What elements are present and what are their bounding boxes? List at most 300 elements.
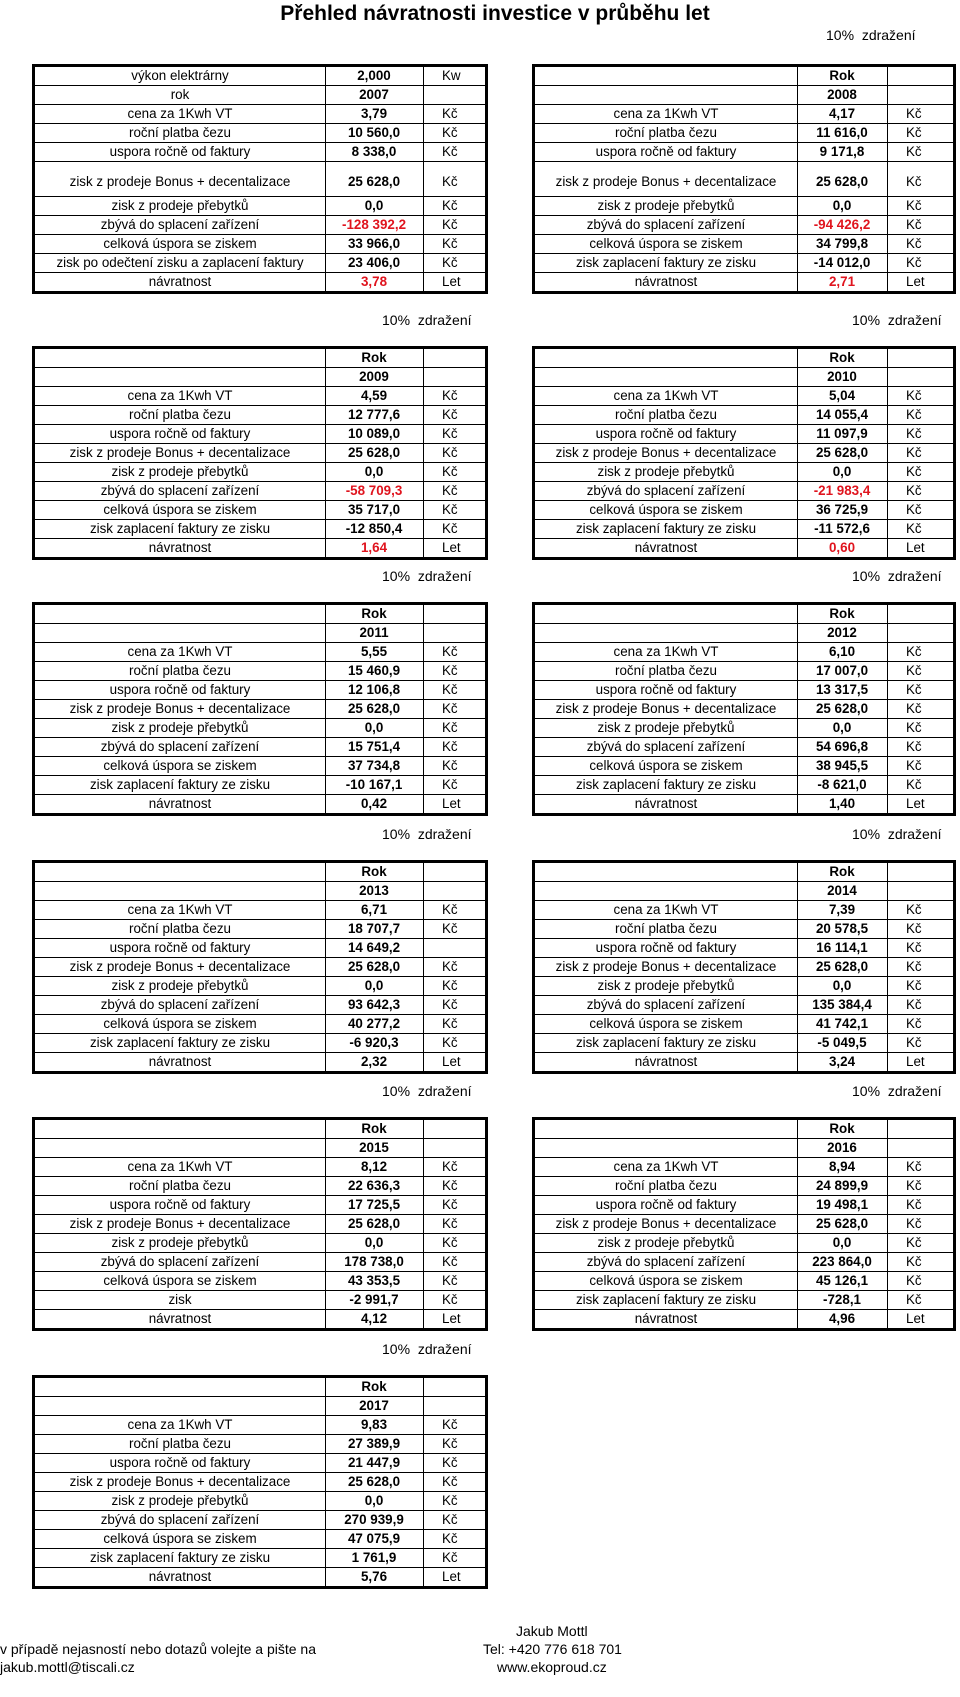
row-value: 5,55 <box>360 644 388 659</box>
row-unit: Kč <box>442 464 458 479</box>
table-row <box>535 1272 953 1291</box>
increase-note: 10% zdražení <box>852 826 942 842</box>
row-label: zisk zaplacení faktury ze zisku <box>575 777 757 792</box>
row-label: návratnost <box>634 540 698 555</box>
row-unit: Kč <box>906 1035 922 1050</box>
row-value: 25 628,0 <box>347 445 401 460</box>
row-value: 2009 <box>359 369 389 384</box>
row-label: zisk zaplacení faktury ze zisku <box>89 1035 271 1050</box>
row-label: roční platba čezu <box>615 1178 717 1193</box>
table-row <box>535 920 953 939</box>
row-value: -58 709,3 <box>345 483 403 498</box>
contact-email[interactable]: jakub.mottl@tiscali.cz <box>0 1659 135 1675</box>
row-value: 7,39 <box>828 902 856 917</box>
row-value: 25 628,0 <box>347 1474 401 1489</box>
row-label: cena za 1Kwh VT <box>127 902 233 917</box>
table-row <box>35 920 485 939</box>
row-label: výkon elektrárny <box>131 68 229 83</box>
row-value: 2011 <box>359 625 389 640</box>
table-row <box>35 482 485 501</box>
row-unit: Kč <box>906 483 922 498</box>
row-value: Rok <box>829 350 855 365</box>
row-value: -12 850,4 <box>345 521 403 536</box>
table-row <box>535 1177 953 1196</box>
row-value: 270 939,9 <box>344 1512 404 1527</box>
row-value: 41 742,1 <box>815 1016 869 1031</box>
table-row <box>35 1120 485 1139</box>
table-row <box>35 197 485 216</box>
row-unit: Kč <box>442 1455 458 1470</box>
table-row <box>535 643 953 662</box>
row-value: -10 167,1 <box>345 777 403 792</box>
row-label: uspora ročně od faktury <box>595 426 737 441</box>
increase-note: 10% zdražení <box>852 312 942 328</box>
table-row <box>535 605 953 624</box>
table-row <box>35 1177 485 1196</box>
row-value: 27 389,9 <box>347 1436 401 1451</box>
row-value: 43 353,5 <box>347 1273 401 1288</box>
table-row <box>35 1378 485 1397</box>
row-unit: Kč <box>906 1273 922 1288</box>
table-row <box>535 1034 953 1053</box>
row-unit: Let <box>906 274 925 289</box>
row-unit: Kč <box>442 255 458 270</box>
row-value: Rok <box>361 606 387 621</box>
row-unit: Let <box>442 1569 461 1584</box>
table-row <box>35 996 485 1015</box>
row-unit: Kč <box>906 739 922 754</box>
row-unit: Kč <box>442 198 458 213</box>
row-value: -94 426,2 <box>813 217 871 232</box>
table-row <box>35 1435 485 1454</box>
row-value: -21 983,4 <box>813 483 871 498</box>
table-row <box>535 425 953 444</box>
row-unit: Kč <box>442 978 458 993</box>
row-value: Rok <box>829 68 855 83</box>
table-row <box>535 539 953 557</box>
table-row <box>535 444 953 463</box>
row-unit: Kč <box>442 1531 458 1546</box>
row-label: zbývá do splacení zařízení <box>100 217 260 232</box>
table-row <box>35 1530 485 1549</box>
row-value: 1,64 <box>360 540 388 555</box>
row-value: 0,60 <box>828 540 856 555</box>
row-unit: Kč <box>442 502 458 517</box>
table-row <box>35 1215 485 1234</box>
row-value: 2012 <box>827 625 857 640</box>
row-label: cena za 1Kwh VT <box>127 644 233 659</box>
row-unit: Kč <box>442 125 458 140</box>
table-row <box>535 254 953 273</box>
row-value: -8 621,0 <box>817 777 867 792</box>
row-unit: Kč <box>906 407 922 422</box>
table-row <box>35 105 485 124</box>
row-unit: Kč <box>442 1178 458 1193</box>
row-label: zisk z prodeje přebytků <box>597 464 735 479</box>
row-label: zbývá do splacení zařízení <box>100 483 260 498</box>
row-value: 2,000 <box>357 68 391 83</box>
row-value: 0,0 <box>832 978 852 993</box>
row-unit: Kč <box>442 1292 458 1307</box>
row-value: 2007 <box>359 87 389 102</box>
row-label: zisk z prodeje přebytků <box>597 198 735 213</box>
row-label: zisk z prodeje Bonus + decentalizace <box>555 959 777 974</box>
row-label: cena za 1Kwh VT <box>613 106 719 121</box>
table-row <box>35 757 485 776</box>
row-value: 17 007,0 <box>815 663 869 678</box>
row-unit: Kč <box>906 701 922 716</box>
table-row <box>535 162 953 197</box>
row-label: zisk z prodeje Bonus + decentalizace <box>555 701 777 716</box>
row-value: 0,0 <box>832 198 852 213</box>
table-row <box>35 539 485 557</box>
row-value: Rok <box>829 1121 855 1136</box>
row-unit: Kč <box>442 1474 458 1489</box>
row-unit: Kč <box>442 1550 458 1565</box>
row-label: zbývá do splacení zařízení <box>100 1512 260 1527</box>
table-row <box>535 273 953 291</box>
row-value: 37 734,8 <box>347 758 401 773</box>
row-unit: Kč <box>442 902 458 917</box>
row-value: 25 628,0 <box>347 701 401 716</box>
row-label: zisk z prodeje Bonus + decentalizace <box>69 445 291 460</box>
row-value: 4,17 <box>828 106 856 121</box>
table-row <box>535 235 953 254</box>
row-value: 14 055,4 <box>815 407 869 422</box>
table-row <box>535 1291 953 1310</box>
row-label: návratnost <box>634 274 698 289</box>
row-label: návratnost <box>148 796 212 811</box>
row-label: zbývá do splacení zařízení <box>100 739 260 754</box>
increase-note: 10% zdražení <box>852 1083 942 1099</box>
row-label: zisk z prodeje Bonus + decentalizace <box>555 1216 777 1231</box>
row-unit: Kč <box>442 1035 458 1050</box>
row-label: zisk zaplacení faktury ze zisku <box>575 1035 757 1050</box>
table-row <box>35 387 485 406</box>
row-unit: Kč <box>906 978 922 993</box>
table-row <box>35 235 485 254</box>
row-label: zisk z prodeje přebytků <box>111 198 249 213</box>
row-unit: Kč <box>442 739 458 754</box>
table-row <box>35 520 485 539</box>
table-row <box>535 1196 953 1215</box>
row-label: uspora ročně od faktury <box>109 940 251 955</box>
table-row <box>535 1215 953 1234</box>
row-unit: Kč <box>442 1436 458 1451</box>
row-label: celková úspora se ziskem <box>103 1273 257 1288</box>
row-unit: Kč <box>906 236 922 251</box>
row-label: zisk z prodeje přebytků <box>111 1493 249 1508</box>
row-value: Rok <box>361 864 387 879</box>
row-value: -11 572,6 <box>814 521 870 536</box>
row-value: 6,10 <box>828 644 856 659</box>
row-unit: Kč <box>442 1216 458 1231</box>
row-unit: Kč <box>442 144 458 159</box>
row-unit: Kč <box>442 407 458 422</box>
row-label: zisk z prodeje Bonus + decentalizace <box>69 174 291 189</box>
row-label: zisk z prodeje Bonus + decentalizace <box>69 959 291 974</box>
row-value: 0,0 <box>364 1493 384 1508</box>
row-label: zisk z prodeje přebytků <box>597 978 735 993</box>
row-label: cena za 1Kwh VT <box>613 1159 719 1174</box>
table-row <box>535 776 953 795</box>
increase-note: 10% zdražení <box>382 1083 472 1099</box>
row-value: 2008 <box>827 87 857 102</box>
table-row <box>535 1310 953 1328</box>
row-unit: Kč <box>442 521 458 536</box>
row-value: 10 089,0 <box>347 426 401 441</box>
row-label: uspora ročně od faktury <box>595 682 737 697</box>
table-row <box>535 1158 953 1177</box>
table-row <box>35 643 485 662</box>
row-value: 0,0 <box>364 198 384 213</box>
table-row <box>535 1253 953 1272</box>
row-value: 25 628,0 <box>347 959 401 974</box>
row-value: 135 384,4 <box>812 997 872 1012</box>
table-row <box>535 681 953 700</box>
row-label: návratnost <box>148 274 212 289</box>
row-label: návratnost <box>634 1311 698 1326</box>
row-value: 40 277,2 <box>347 1016 401 1031</box>
row-label: zisk z prodeje přebytků <box>111 464 249 479</box>
row-unit: Kč <box>906 106 922 121</box>
row-value: 2016 <box>827 1140 857 1155</box>
row-value: 2017 <box>359 1398 389 1413</box>
row-label: zbývá do splacení zařízení <box>100 1254 260 1269</box>
table-row <box>35 776 485 795</box>
row-value: -128 392,2 <box>341 217 407 232</box>
row-unit: Kč <box>442 1197 458 1212</box>
row-value: 21 447,9 <box>347 1455 401 1470</box>
row-value: 4,96 <box>828 1311 856 1326</box>
row-value: 12 777,6 <box>347 407 401 422</box>
row-label: roční platba čezu <box>615 921 717 936</box>
row-value: -2 991,7 <box>349 1292 399 1307</box>
row-unit: Let <box>442 1311 461 1326</box>
row-label: zisk z prodeje přebytků <box>111 978 249 993</box>
row-unit: Kč <box>442 682 458 697</box>
row-value: 16 114,1 <box>816 940 868 955</box>
row-label: roční platba čezu <box>615 125 717 140</box>
table-row <box>35 463 485 482</box>
row-label: zbývá do splacení zařízení <box>100 997 260 1012</box>
row-label: rok <box>170 87 190 102</box>
table-row <box>535 143 953 162</box>
table-row <box>535 387 953 406</box>
table-row <box>35 605 485 624</box>
row-value: 1,40 <box>828 796 856 811</box>
table-row <box>535 1015 953 1034</box>
row-value: 2014 <box>827 883 857 898</box>
table-row <box>535 757 953 776</box>
row-label: cena za 1Kwh VT <box>613 902 719 917</box>
row-label: zisk zaplacení faktury ze zisku <box>89 521 271 536</box>
row-label: zisk z prodeje přebytků <box>111 1235 249 1250</box>
row-unit: Kč <box>906 921 922 936</box>
row-value: -14 012,0 <box>813 255 871 270</box>
table-row <box>35 1416 485 1435</box>
page-title: Přehled návratnosti investice v průběhu let <box>280 2 710 25</box>
row-unit: Kč <box>906 1197 922 1212</box>
row-unit: Kč <box>442 445 458 460</box>
table-row <box>35 795 485 813</box>
row-value: 25 628,0 <box>347 174 401 189</box>
row-label: cena za 1Kwh VT <box>127 388 233 403</box>
row-value: 36 725,9 <box>815 502 869 517</box>
row-unit: Kč <box>906 388 922 403</box>
row-label: zisk z prodeje Bonus + decentalizace <box>555 445 777 460</box>
row-label: zisk z prodeje Bonus + decentalizace <box>69 701 291 716</box>
row-unit: Let <box>442 540 461 555</box>
row-unit: Kč <box>906 125 922 140</box>
row-label: cena za 1Kwh VT <box>127 1159 233 1174</box>
row-unit: Kč <box>906 198 922 213</box>
row-value: 19 498,1 <box>815 1197 869 1212</box>
row-value: 0,42 <box>360 796 388 811</box>
row-value: -728,1 <box>823 1292 861 1307</box>
row-value: 24 899,9 <box>815 1178 869 1193</box>
year-table-2008 <box>532 64 956 294</box>
table-row <box>535 662 953 681</box>
row-unit: Kč <box>906 720 922 735</box>
row-label: uspora ročně od faktury <box>109 1455 251 1470</box>
year-table-2015 <box>32 1117 488 1331</box>
row-unit: Let <box>442 1054 461 1069</box>
row-label: zisk zaplacení faktury ze zisku <box>89 777 271 792</box>
table-row <box>535 216 953 235</box>
row-unit: Let <box>906 796 925 811</box>
row-value: 0,0 <box>832 720 852 735</box>
row-label: zbývá do splacení zařízení <box>586 1254 746 1269</box>
table-row <box>35 162 485 197</box>
table-row <box>35 425 485 444</box>
row-unit: Kč <box>442 997 458 1012</box>
row-label: zisk z prodeje Bonus + decentalizace <box>69 1216 291 1231</box>
row-label: celková úspora se ziskem <box>103 236 257 251</box>
year-table-2013 <box>32 860 488 1074</box>
row-unit: Kč <box>442 959 458 974</box>
row-value: 25 628,0 <box>815 445 869 460</box>
row-value: 13 317,5 <box>815 682 869 697</box>
row-value: 38 945,5 <box>815 758 869 773</box>
row-value: 0,0 <box>364 464 384 479</box>
row-label: celková úspora se ziskem <box>589 236 743 251</box>
row-value: 2013 <box>359 883 389 898</box>
row-value: 11 616,0 <box>816 125 868 140</box>
table-row <box>535 1053 953 1071</box>
table-row <box>535 795 953 813</box>
table-row <box>535 958 953 977</box>
row-label: roční platba čezu <box>615 407 717 422</box>
table-row <box>35 1158 485 1177</box>
row-unit: Kč <box>906 1016 922 1031</box>
row-unit: Kw <box>442 68 461 83</box>
row-label: zisk zaplacení faktury ze zisku <box>575 1292 757 1307</box>
row-unit: Let <box>442 274 461 289</box>
row-label: cena za 1Kwh VT <box>613 644 719 659</box>
table-row <box>35 1139 485 1158</box>
row-value: 33 966,0 <box>347 236 401 251</box>
row-label: zisk z prodeje přebytků <box>111 720 249 735</box>
table-row <box>35 349 485 368</box>
row-unit: Kč <box>906 445 922 460</box>
row-value: 25 628,0 <box>815 701 869 716</box>
row-label: celková úspora se ziskem <box>589 758 743 773</box>
row-value: 34 799,8 <box>815 236 869 251</box>
row-label: cena za 1Kwh VT <box>127 106 233 121</box>
row-value: 2,32 <box>360 1054 388 1069</box>
year-table-2010 <box>532 346 956 560</box>
row-unit: Kč <box>442 663 458 678</box>
row-value: 4,59 <box>360 388 388 403</box>
table-row <box>535 197 953 216</box>
row-unit: Kč <box>906 777 922 792</box>
table-row <box>35 1272 485 1291</box>
row-unit: Kč <box>442 483 458 498</box>
row-label: cena za 1Kwh VT <box>613 388 719 403</box>
row-value: 22 636,3 <box>347 1178 401 1193</box>
table-row <box>535 624 953 643</box>
row-value: 8,12 <box>360 1159 388 1174</box>
table-row <box>35 1015 485 1034</box>
row-unit: Let <box>906 1311 925 1326</box>
row-value: 25 628,0 <box>815 174 869 189</box>
row-label: roční platba čezu <box>129 921 231 936</box>
table-row <box>535 406 953 425</box>
row-label: návratnost <box>634 1054 698 1069</box>
row-value: 2010 <box>827 369 857 384</box>
row-value: 0,0 <box>364 1235 384 1250</box>
row-value: 9,83 <box>360 1417 388 1432</box>
row-unit: Let <box>906 540 925 555</box>
row-unit: Kč <box>442 1254 458 1269</box>
row-unit: Kč <box>906 464 922 479</box>
table-row <box>35 501 485 520</box>
table-row <box>535 1234 953 1253</box>
row-unit: Kč <box>906 758 922 773</box>
row-value: 3,79 <box>360 106 388 121</box>
table-row <box>535 901 953 920</box>
row-label: celková úspora se ziskem <box>589 502 743 517</box>
table-row <box>35 624 485 643</box>
row-label: celková úspora se ziskem <box>103 758 257 773</box>
row-unit: Kč <box>442 1512 458 1527</box>
row-value: Rok <box>829 606 855 621</box>
row-label: návratnost <box>148 540 212 555</box>
row-unit: Kč <box>906 1235 922 1250</box>
row-value: 8 338,0 <box>351 144 397 159</box>
row-label: zisk zaplacení faktury ze zisku <box>575 255 757 270</box>
row-unit: Kč <box>442 701 458 716</box>
table-row <box>35 143 485 162</box>
row-value: 25 628,0 <box>815 959 869 974</box>
row-label: návratnost <box>148 1311 212 1326</box>
row-value: 23 406,0 <box>347 255 401 270</box>
table-row <box>35 958 485 977</box>
row-value: 6,71 <box>360 902 388 917</box>
author-phone: Tel: +420 776 618 701 <box>483 1641 622 1657</box>
year-table-2009 <box>32 346 488 560</box>
row-unit: Kč <box>442 758 458 773</box>
row-value: 54 696,8 <box>815 739 869 754</box>
row-unit: Kč <box>906 144 922 159</box>
row-unit: Kč <box>906 902 922 917</box>
increase-note: 10% zdražení <box>852 568 942 584</box>
increase-note: 10% zdražení <box>382 1341 472 1357</box>
table-row <box>535 463 953 482</box>
row-label: celková úspora se ziskem <box>103 1016 257 1031</box>
author-website[interactable]: www.ekoproud.cz <box>497 1659 607 1675</box>
